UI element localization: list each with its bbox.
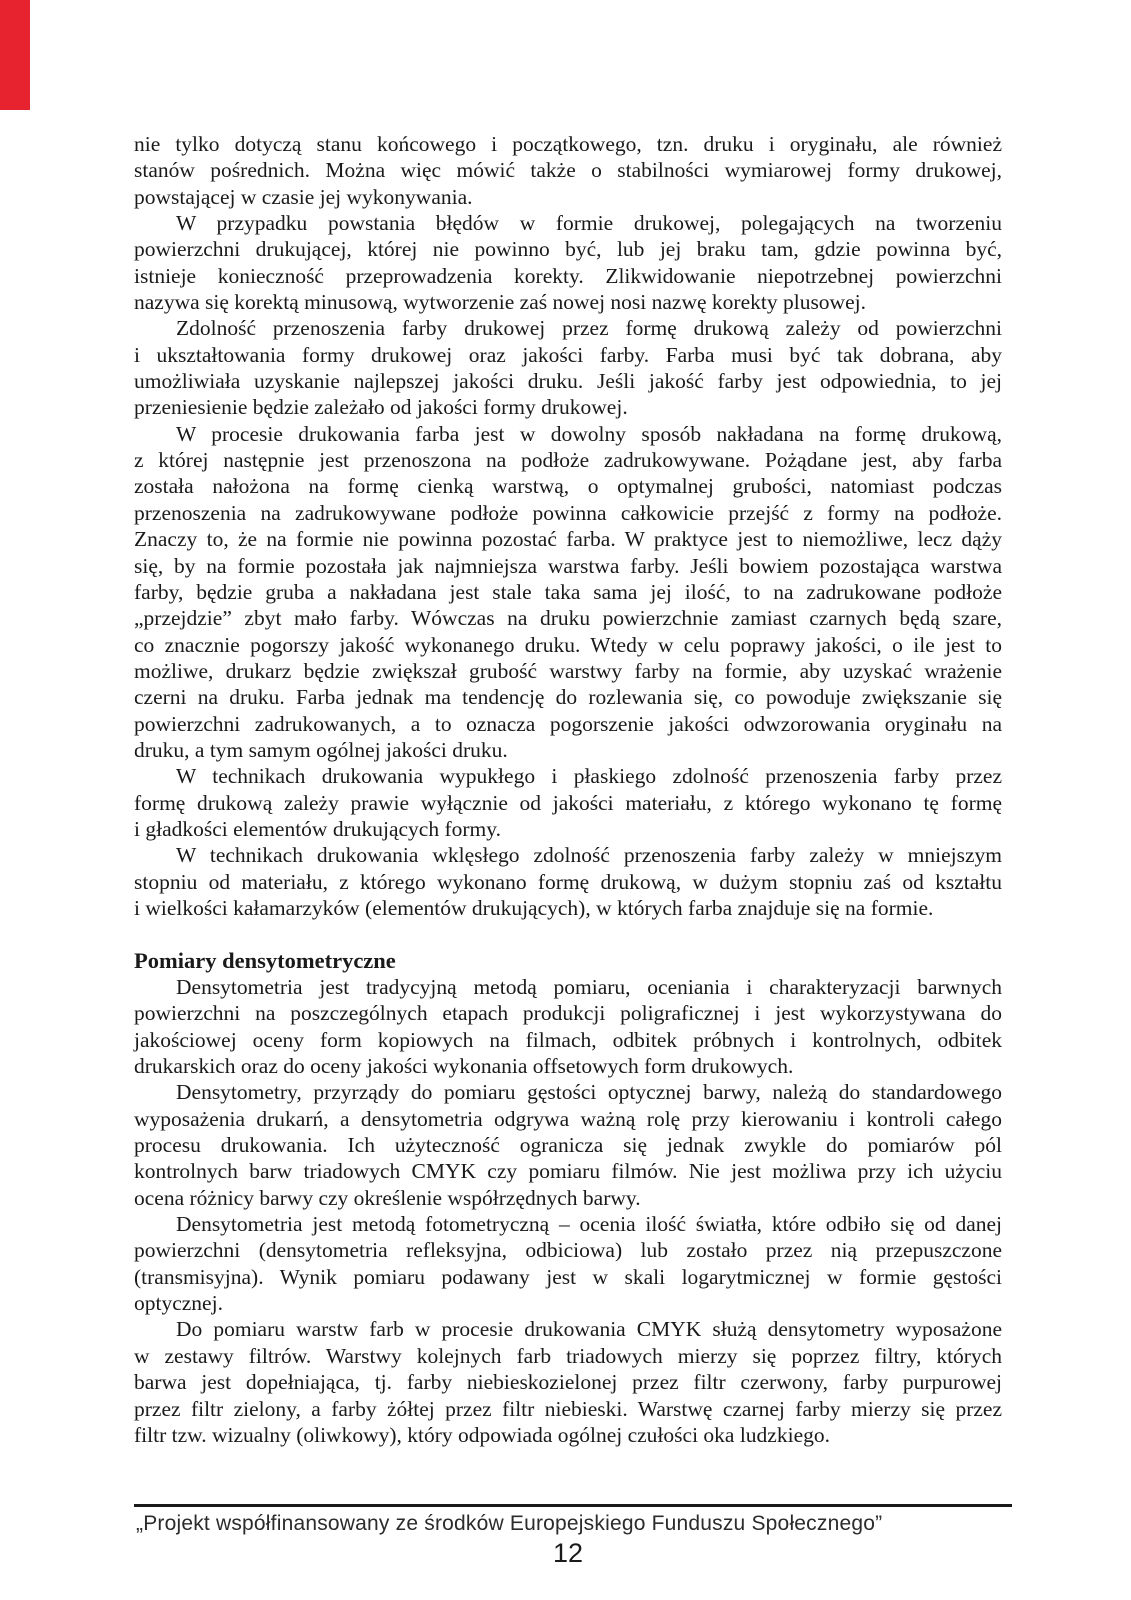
text-line: Do pomiaru warstw farb w procesie drukowania CMYK służą densytometry wyposażone xyxy=(176,1317,1002,1342)
text-line: Znaczy to, że na formie nie powinna pozostać farba. W praktyce jest to niemożliwe, lecz dąży xyxy=(134,527,1002,552)
paragraph xyxy=(134,763,1002,842)
text-line: barwa jest dopełniająca, tj. farby niebieskozielonej przez filtr czerwony, farby purpurowej xyxy=(134,1370,1002,1395)
paragraph xyxy=(134,974,1002,1079)
text-line: Zdolność przenoszenia farby drukowej przez formę drukową zależy od powierzchni xyxy=(176,316,1002,341)
text-line: W procesie drukowania farba jest w dowolny sposób nakładana na formę drukową, xyxy=(176,421,1002,446)
text-line: Densytometria jest tradycyjną metodą pomiaru, oceniania i charakteryzacji barwnych xyxy=(176,975,1002,999)
text-line: wyposażenia drukarń, a densytometria odgrywa ważną rolę przy kierowaniu i kontroli całego xyxy=(134,1106,1002,1131)
text-line: farby, będzie gruba a nakładana jest stale taka sama jej ilość, to na zadrukowane podłoże xyxy=(134,579,1002,604)
section-heading: Pomiary densytometryczne xyxy=(134,947,396,973)
text-line: i ukształtowania formy drukowej oraz jakości farby. Farba musi być tak dobrana, aby xyxy=(134,342,1002,367)
text-line: w zestawy filtrów. Warstwy kolejnych farb triadowych mierzy się poprzez filtry, których xyxy=(134,1343,1002,1368)
text-line: powstającej w czasie jej wykonywania. xyxy=(134,184,473,209)
text-line: i gładkości elementów drukujących formy. xyxy=(134,816,501,841)
text-line: co znacznie pogorszy jakość wykonanego druku. Wtedy w celu poprawy jakości, o ile jest to xyxy=(134,632,1002,657)
footer-funding-note: „Projekt współfinansowany ze środków Europejskiego Funduszu Społecznego” xyxy=(136,1512,883,1535)
paragraph xyxy=(134,1079,1002,1211)
paragraph xyxy=(134,315,1002,420)
text-line: przez filtr zielony, a farby żółtej przez filtr niebieski. Warstwę czarnej farby mierzy się przez xyxy=(134,1396,1002,1421)
text-line: stopniu od materiału, z którego wykonano formę drukową, w dużym stopniu zaś od kształtu xyxy=(134,869,1002,894)
paragraph xyxy=(134,1316,1002,1448)
text-line: stanów pośrednich. Można więc mówić także o stabilności wymiarowej formy drukowej, xyxy=(134,158,1002,183)
text-line: W technikach drukowania wypukłego i płaskiego zdolność przenoszenia farby przez xyxy=(176,764,1002,789)
text-line: powierzchni na poszczególnych etapach produkcji poligraficznej i jest wykorzystywana do xyxy=(134,1001,1002,1026)
paragraph xyxy=(134,1211,1002,1316)
text-block xyxy=(134,131,1002,1448)
text-line: optycznej. xyxy=(134,1291,223,1316)
text-line: nazywa się korektą minusową, wytworzenie zaś nowej nosi nazwę korekty plusowej. xyxy=(134,290,866,315)
text-line: nie tylko dotyczą stanu końcowego i początkowego, tzn. druku i oryginału, ale również xyxy=(134,132,1002,156)
text-line: „przejdzie” zbyt mało farby. Wówczas na druku powierzchnie zamiast czarnych będą szare, xyxy=(134,606,1002,631)
text-line: umożliwiała uzyskanie najlepszej jakości druku. Jeśli jakość farby jest odpowiednia, to jej xyxy=(134,369,1002,394)
paragraph xyxy=(134,210,1002,315)
paragraph xyxy=(134,131,1002,210)
text-line: czerni na druku. Farba jednak ma tendencję do rozlewania się, co powoduje zwiększanie się xyxy=(134,685,1002,710)
text-line: i wielkości kałamarzyków (elementów drukujących), w których farba znajduje się na formie. xyxy=(134,895,934,920)
text-line: W przypadku powstania błędów w formie drukowej, polegających na tworzeniu xyxy=(176,211,1002,236)
text-line: przenoszenia na zadrukowywane podłoże powinna całkowicie przejść z formy na podłoże. xyxy=(134,500,1002,525)
text-line: powierzchni zadrukowanych, a to oznacza pogorszenie jakości odwzorowania oryginału na xyxy=(134,711,1002,736)
text-line: Densytometry, przyrządy do pomiaru gęstości optycznej barwy, należą do standardowego xyxy=(176,1080,1002,1105)
text-line: kontrolnych barw triadowych CMYK czy pomiaru filmów. Nie jest możliwa przy ich użyciu xyxy=(134,1159,1002,1184)
text-line: powierzchni drukującej, której nie powinno być, lub jej braku tam, gdzie powinna być, xyxy=(134,237,1002,262)
text-line: istnieje konieczność przeprowadzenia korekty. Zlikwidowanie niepotrzebnej powierzchni xyxy=(134,263,1002,288)
red-bookmark-ribbon xyxy=(0,0,30,110)
text-line: W technikach drukowania wklęsłego zdolność przenoszenia farby zależy w mniejszym xyxy=(176,843,1002,868)
text-line: została nałożona na formę cienką warstwą, o optymalnej grubości, natomiast podczas xyxy=(134,474,1002,499)
text-line: (transmisyjna). Wynik pomiaru podawany jest w skali logarytmicznej w formie gęstości xyxy=(134,1264,1002,1289)
text-line: z której następnie jest przenoszona na podłoże zadrukowywane. Pożądane jest, aby farba xyxy=(134,448,1002,473)
text-line: się, by na formie pozostała jak najmniejsza warstwa farby. Jeśli bowiem pozostająca warstwa xyxy=(134,553,1002,578)
text-line: możliwe, drukarz będzie zwiększał grubość warstwy farby na formie, aby uzyskać wrażenie xyxy=(134,658,1002,683)
text-line: druku, a tym samym ogólnej jakości druku. xyxy=(134,737,508,762)
paragraph xyxy=(134,842,1002,921)
paragraph xyxy=(134,421,1002,763)
text-line: powierzchni (densytometria refleksyjna, odbiciowa) lub zostało przez nią przepuszczone xyxy=(134,1238,1002,1263)
text-line: Densytometria jest metodą fotometryczną – ocenia ilość światła, które odbiło się od danej xyxy=(176,1212,1002,1237)
text-line: formę drukową zależy prawie wyłącznie od jakości materiału, z którego wykonano tę formę xyxy=(134,790,1002,815)
page-number: 12 xyxy=(552,1538,584,1568)
text-line: jakościowej oceny form kopiowych na filmach, odbitek próbnych i kontrolnych, odbitek xyxy=(134,1027,1002,1052)
text-line: przeniesienie będzie zależało od jakości formy drukowej. xyxy=(134,395,628,420)
text-line: filtr tzw. wizualny (oliwkowy), który odpowiada ogólnej czułości oka ludzkiego. xyxy=(134,1422,830,1447)
text-line: procesu drukowania. Ich użyteczność ogranicza się jednak zwykle do pomiarów pól xyxy=(134,1133,1002,1158)
text-line: drukarskich oraz do oceny jakości wykonania offsetowych form drukowych. xyxy=(134,1054,794,1079)
text-line: ocena różnicy barwy czy określenie współrzędnych barwy. xyxy=(134,1185,641,1210)
footer-divider xyxy=(134,1504,1012,1507)
